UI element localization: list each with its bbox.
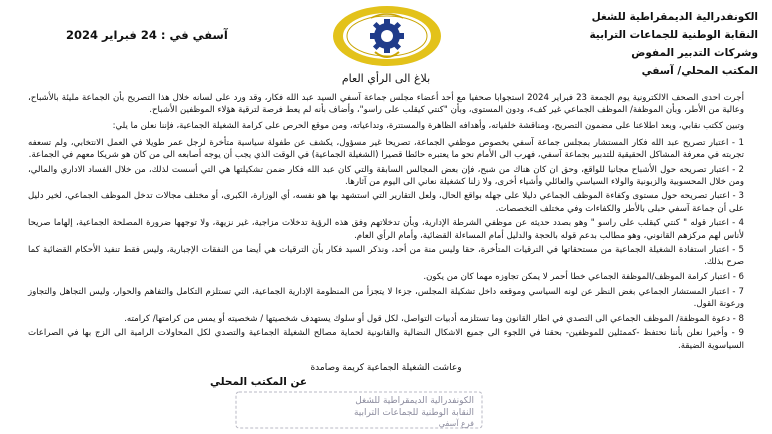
letterhead <box>498 8 758 80</box>
intro-paragraph: أجرت احدى الصحف الالكترونية يوم الجمعة 23 فبراير 2024 استجوابا صحفيا مع أحد أعضاء مجلس جماعة آسفي السيد عبد الله فكار، وقد ورد على لسانه خلال هذا التصريح بأن الجماعة مليئة بالأشباح، وعالية من الأطر، وبأن الموظفة/ الموظف الجماعي غير كفء، ودون المستوى، وبأن "كنتي كيقلب على راسو"، وأضاف بأنه لم يعط فرصة لترقية هؤلاء الموظفين الأشباح. <box>28 93 744 116</box>
statement-point: 9 - وأخيرا نعلن بأننا نحتفظ -كممثلين للموظفين- بحقنا في اللجوء الى جميع الاشكال النضالية والقانونية لحماية مصالح الشغيلة الجماعية والتصدي لكل المحاولات الرامية الى الزج بها في الصراعات السياسوية الضيقة. <box>28 328 744 351</box>
union-branch-sub: وشركات التدبير المفوض <box>631 47 758 59</box>
statement-point: 3 - اعتبار تصريحه حول مستوى وكفاءة الموظف الجماعي دليلا على جهله بواقع الحال، ولعل التقارير التي استشهد بها هو نفسه، أي الوزارة، الكبرى، أو مختلف مجالات تدخل الموظف الجماعي، لخير دليل على أن جماعة آسفي حبلى بالأطر والكفاءات وفي مختلف التخصصات. <box>28 191 744 214</box>
document-body <box>28 92 744 354</box>
intro-paragraph: وتبين ككتب نقابي، وبعد اطلاعنا على مضمون التصريح، ومناقشة خلفياته، وأهدافه الظاهرة والمستترة، وتداعياته، ومن موقع الحرص على كرامة الشغيلة الجماعية، فإننا نعلن ما يلي: <box>112 121 744 132</box>
stamp-line: فرع آسفي <box>438 419 474 428</box>
union-name: الكونفدرالية الديمقراطية للشغل <box>591 11 758 23</box>
issue-date: آسفي في : 24 فبراير 2024 <box>66 28 228 42</box>
statement-point: 8 - دعوة الموظفة/ الموظف الجماعي الى التصدي في اطار القانون وما تستلزمه أدبيات التواصل، لكل قول أو سلوك يستهدف شخصيتها / شخصيته أو يمس من كرامتها/ كرامته. <box>124 313 744 324</box>
office-stamp-icon <box>234 390 484 430</box>
statement-point: 4 - اعتبار قوله " كنتي كيقلب على راسو " وهو بصدد حديثه عن موظفي الشرطة الإدارية، وبأن تدخلاتهم وفق هذه الرؤية تدخلات مزاجية، غير نزيهة، ولا توجهها ضرورة المصلحة الجماعية، إلهاما صريحا لأناس لهم مركزهم القانوني، وهو مطالب بدعم قوله بالحجة والدليل أمام المساءلة القضائية، وأمام الرأي العام. <box>28 218 744 241</box>
local-office: المكتب المحلي/ آسفي <box>641 65 758 77</box>
closing-line: وعاشت الشغيلة الجماعية كريمة وصامدة <box>310 363 462 373</box>
stamp-line: الكونفدرالية الديمقراطية للشغل <box>355 396 474 406</box>
statement-point: 1 - اعتبار تصريح عبد الله فكار المستشار بمجلس جماعة آسفي بخصوص موظفي الجماعة، تصريحا غير مسؤول، يكشف عن طفولة سياسية متأخرة لرجل عمر طويلا في العمل الانتخابي، ولم تسعفه تجربته في معرفة المشاكل الحقيقية للتدبير بجماعة آسفي، فهرب الى الأمام نحو ما يعتبره حائطا قصيرا (الشغيلة الجماعية) في الوقت الذي يجب أن يوجه أصابعه الى من كان هو شريكا معهم في الجماعة. <box>28 137 744 160</box>
statement-point: 5 - اعتبار استفادة الشغيلة الجماعية من مستحقاتها في الترقيات المتأخرة، حقا وليس منة من أحد، ونذكر السيد فكار بأن الترقيات هي أيضا من النفقات الإجبارية، وليس فقط تنفيذ الأحكام القضائية كما صرح بذلك. <box>28 245 744 268</box>
statement-point: 2 - اعتبار تصريحه حول الأشباح مجانبا للواقع، وحق ان كان هناك من شبح، فإن بعض المجالس السابقة والتي كان عبد الله فكار ضمن تشكيلتها هي التي أسست لذلك، من خلال الفساد الاداري والمالي، ومن خلال المحسوبية والزبونية والولاء السياسي والعائلي وأشياء أخرى، ولا زلنا كشغيلة نعاني الى اليوم من آثارها. <box>28 164 744 187</box>
statement-point: 7 - اعتبار المستشار الجماعي بغض النظر عن لونه السياسي وموقعه داخل تشكيلة المجلس، جزءا لا يتجزأ من المنظومة الإدارية الجماعية، التي تستلزم التكامل والتفاهم والحوار، وليس التجاهل والتجاوز ورعونة القول. <box>28 286 744 310</box>
stamp-line: النقابة الوطنية للجماعات الترابية <box>353 408 474 418</box>
signature-label: عن المكتب المحلي <box>210 376 308 388</box>
union-branch: النقابة الوطنية للجماعات الترابية <box>589 29 758 41</box>
union-logo-icon <box>331 4 443 68</box>
statement-point: 6 - اعتبار كرامة الموظف/الموظفة الجماعي خطا أحمر لا يمكن تجاوزه مهما كان من يكون. <box>423 272 744 283</box>
document-title: بلاغ الى الرأي العام <box>341 72 431 85</box>
